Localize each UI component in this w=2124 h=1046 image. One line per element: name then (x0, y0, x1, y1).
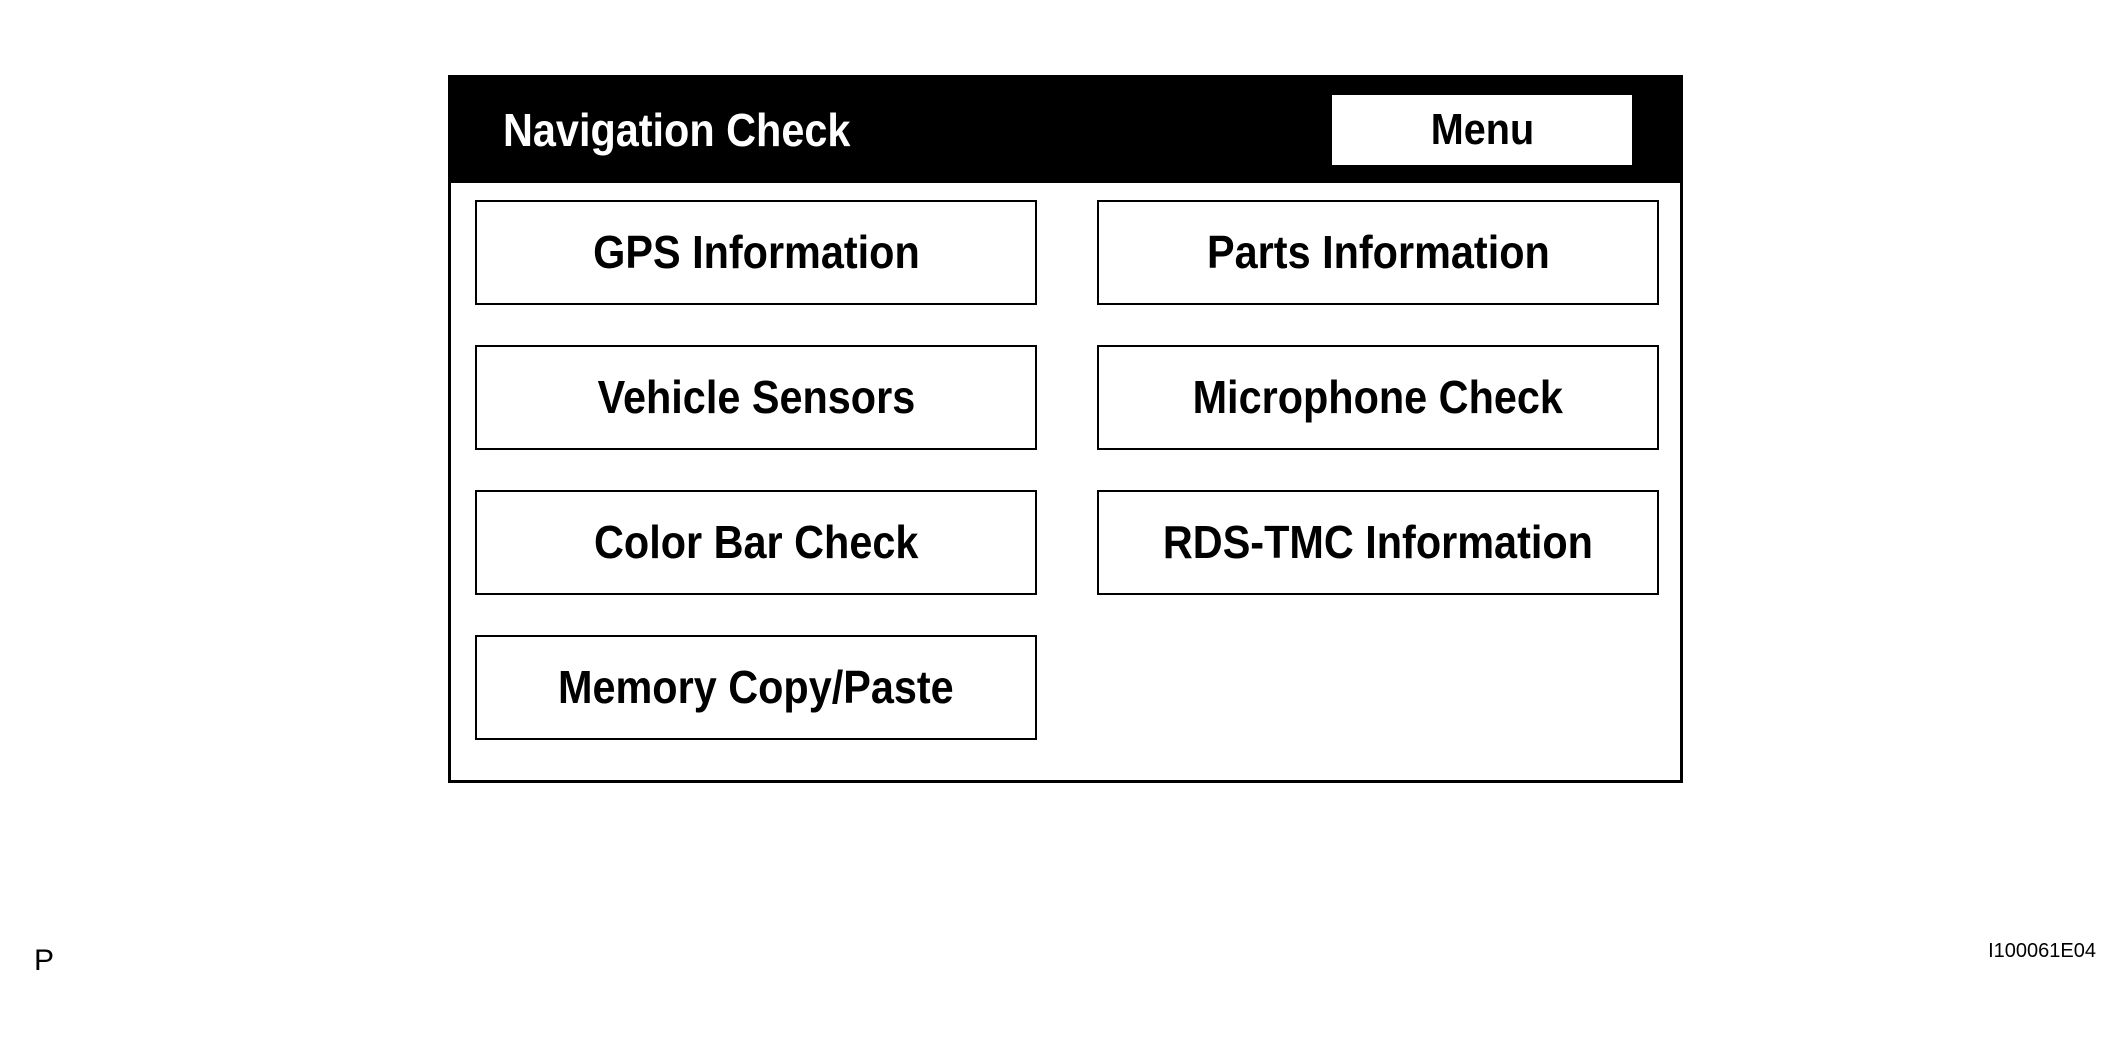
corner-label: P (34, 944, 55, 977)
title-bar (451, 78, 1680, 183)
vehicle-sensors-button[interactable] (475, 345, 1037, 450)
parts-information-button[interactable] (1097, 200, 1659, 305)
menu-button-label: Menu (1430, 105, 1534, 154)
screen-title: Navigation Check (503, 104, 851, 156)
microphone-check-label: Microphone Check (1192, 371, 1564, 423)
navigation-check-screen (448, 75, 1683, 783)
figure-id: I100061E04 (1988, 940, 2096, 962)
gps-information-button[interactable] (475, 200, 1037, 305)
color-bar-check-label: Color Bar Check (593, 516, 919, 568)
gps-information-label: GPS Information (592, 226, 920, 278)
color-bar-check-button[interactable] (475, 490, 1037, 595)
memory-copy-paste-button[interactable] (475, 635, 1037, 740)
microphone-check-button[interactable] (1097, 345, 1659, 450)
rds-tmc-information-label: RDS-TMC Information (1162, 516, 1594, 568)
vehicle-sensors-label: Vehicle Sensors (597, 371, 915, 423)
rds-tmc-information-button[interactable] (1097, 490, 1659, 595)
parts-information-label: Parts Information (1206, 226, 1550, 278)
menu-button[interactable] (1332, 95, 1632, 165)
memory-copy-paste-label: Memory Copy/Paste (558, 661, 954, 713)
